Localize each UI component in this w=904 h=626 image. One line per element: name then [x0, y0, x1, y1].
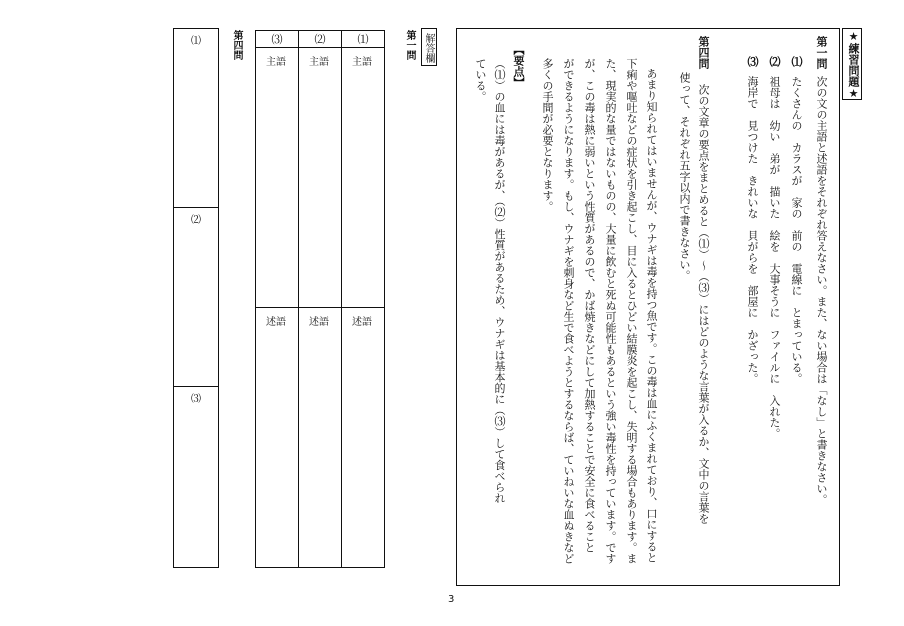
q1-item-2-num: ⑵: [768, 56, 781, 67]
answer-col-header-3: ⑶: [255, 30, 299, 48]
q4-label: 第四問: [697, 36, 710, 69]
answer-q1-1-subject-label: 主語: [352, 57, 372, 68]
answer-q1-1-predicate-label: 述語: [352, 317, 372, 328]
answer-q4-slot-1-label: ⑴: [191, 36, 201, 47]
answer-q1-3-subject-label: 主語: [266, 57, 286, 68]
q4-summary-line-1: （⑴）の血には毒があるが、（⑵）性質があるため、ウナギは基本的に（⑶）して食べられ: [493, 58, 506, 504]
q4-passage-line-4: が、この毒は熱に弱いという性質があるので、かば焼きなどにして加熱することで安全に食べること: [583, 58, 596, 553]
answer-col-header-1: ⑴: [341, 30, 385, 48]
answer-q1-2-subject-label: 主語: [309, 57, 329, 68]
page-number: 3: [448, 594, 455, 605]
q4-passage-line-3: た、現実的な量ではないものの、大量に飲むと死ぬ可能性もあるという強い毒性を持っています。です: [604, 58, 617, 564]
answer-q4-label: 第四問: [231, 30, 242, 60]
answer-q4-slot-3-label: ⑶: [191, 394, 201, 405]
q4-instruction-1: 次の文章の要点をまとめると（⑴）～（⑶）にはどのような言葉が入るか、文中の言葉を: [697, 84, 710, 524]
answer-q4-slot-2-box[interactable]: [173, 207, 219, 387]
answer-q1-1-subject-box[interactable]: [341, 47, 385, 308]
q1-item-3-text: 海岸で 見つけた きれいな 貝がらを 部屋に かざった。: [746, 76, 759, 384]
answer-q1-2-subject-box[interactable]: [298, 47, 342, 308]
answer-q1-3-subject-box[interactable]: [255, 47, 299, 308]
answer-q1-3-predicate-label: 述語: [266, 317, 286, 328]
answer-col-header-2: ⑵: [298, 30, 342, 48]
q4-passage-line-2: 下痢や嘔吐などの症状を引き起こし、目に入るとひどい結膜炎を起こし、失明する場合もあります。ま: [625, 58, 638, 564]
q4-instruction-2: 使って、それぞれ五字以内で書きなさい。: [678, 72, 691, 281]
q4-passage-line-1: あまり知られてはいませんが、ウナギは毒を持つ魚です。この毒は血にふくまれており、口にすると: [645, 68, 658, 563]
q1-item-2-text: 祖母は 幼い 弟が 描いた 絵を 大事そうに ファイルに 入れた。: [768, 76, 781, 439]
q4-passage-line-5: ができるようになります。もし、ウナギを刺身など生で食べようとするならば、ていねいな血ぬきなど: [562, 58, 575, 564]
q4-summary-line-2: ている。: [474, 58, 487, 102]
q4-summary-label: 【要点】: [512, 44, 525, 88]
answer-q4-slot-1-box[interactable]: [173, 28, 219, 208]
q1-item-1-text: たくさんの カラスが 家の 前の 電線に とまっている。: [790, 76, 803, 384]
answer-q1-3-predicate-box[interactable]: [255, 307, 299, 568]
answer-q1-1-predicate-box[interactable]: [341, 307, 385, 568]
q1-item-3-num: ⑶: [746, 56, 759, 67]
answer-q4-slot-2-label: ⑵: [191, 215, 201, 226]
q1-label: 第一問: [815, 36, 828, 69]
q1-item-1-num: ⑴: [790, 56, 803, 67]
q1-instruction: 次の文の主語と述語をそれぞれ答えなさい。また、ない場合は「なし」と書きなさい。: [815, 76, 828, 505]
answer-q1-label: 第一問: [404, 30, 415, 60]
practice-badge: ★練習問題★: [842, 28, 862, 100]
answer-header: 解答欄: [421, 28, 437, 66]
answer-q1-2-predicate-label: 述語: [309, 317, 329, 328]
answer-q4-slot-3-box[interactable]: [173, 386, 219, 568]
q4-passage-line-6: 多くの手間が必要となります。: [541, 58, 554, 212]
answer-q1-2-predicate-box[interactable]: [298, 307, 342, 568]
